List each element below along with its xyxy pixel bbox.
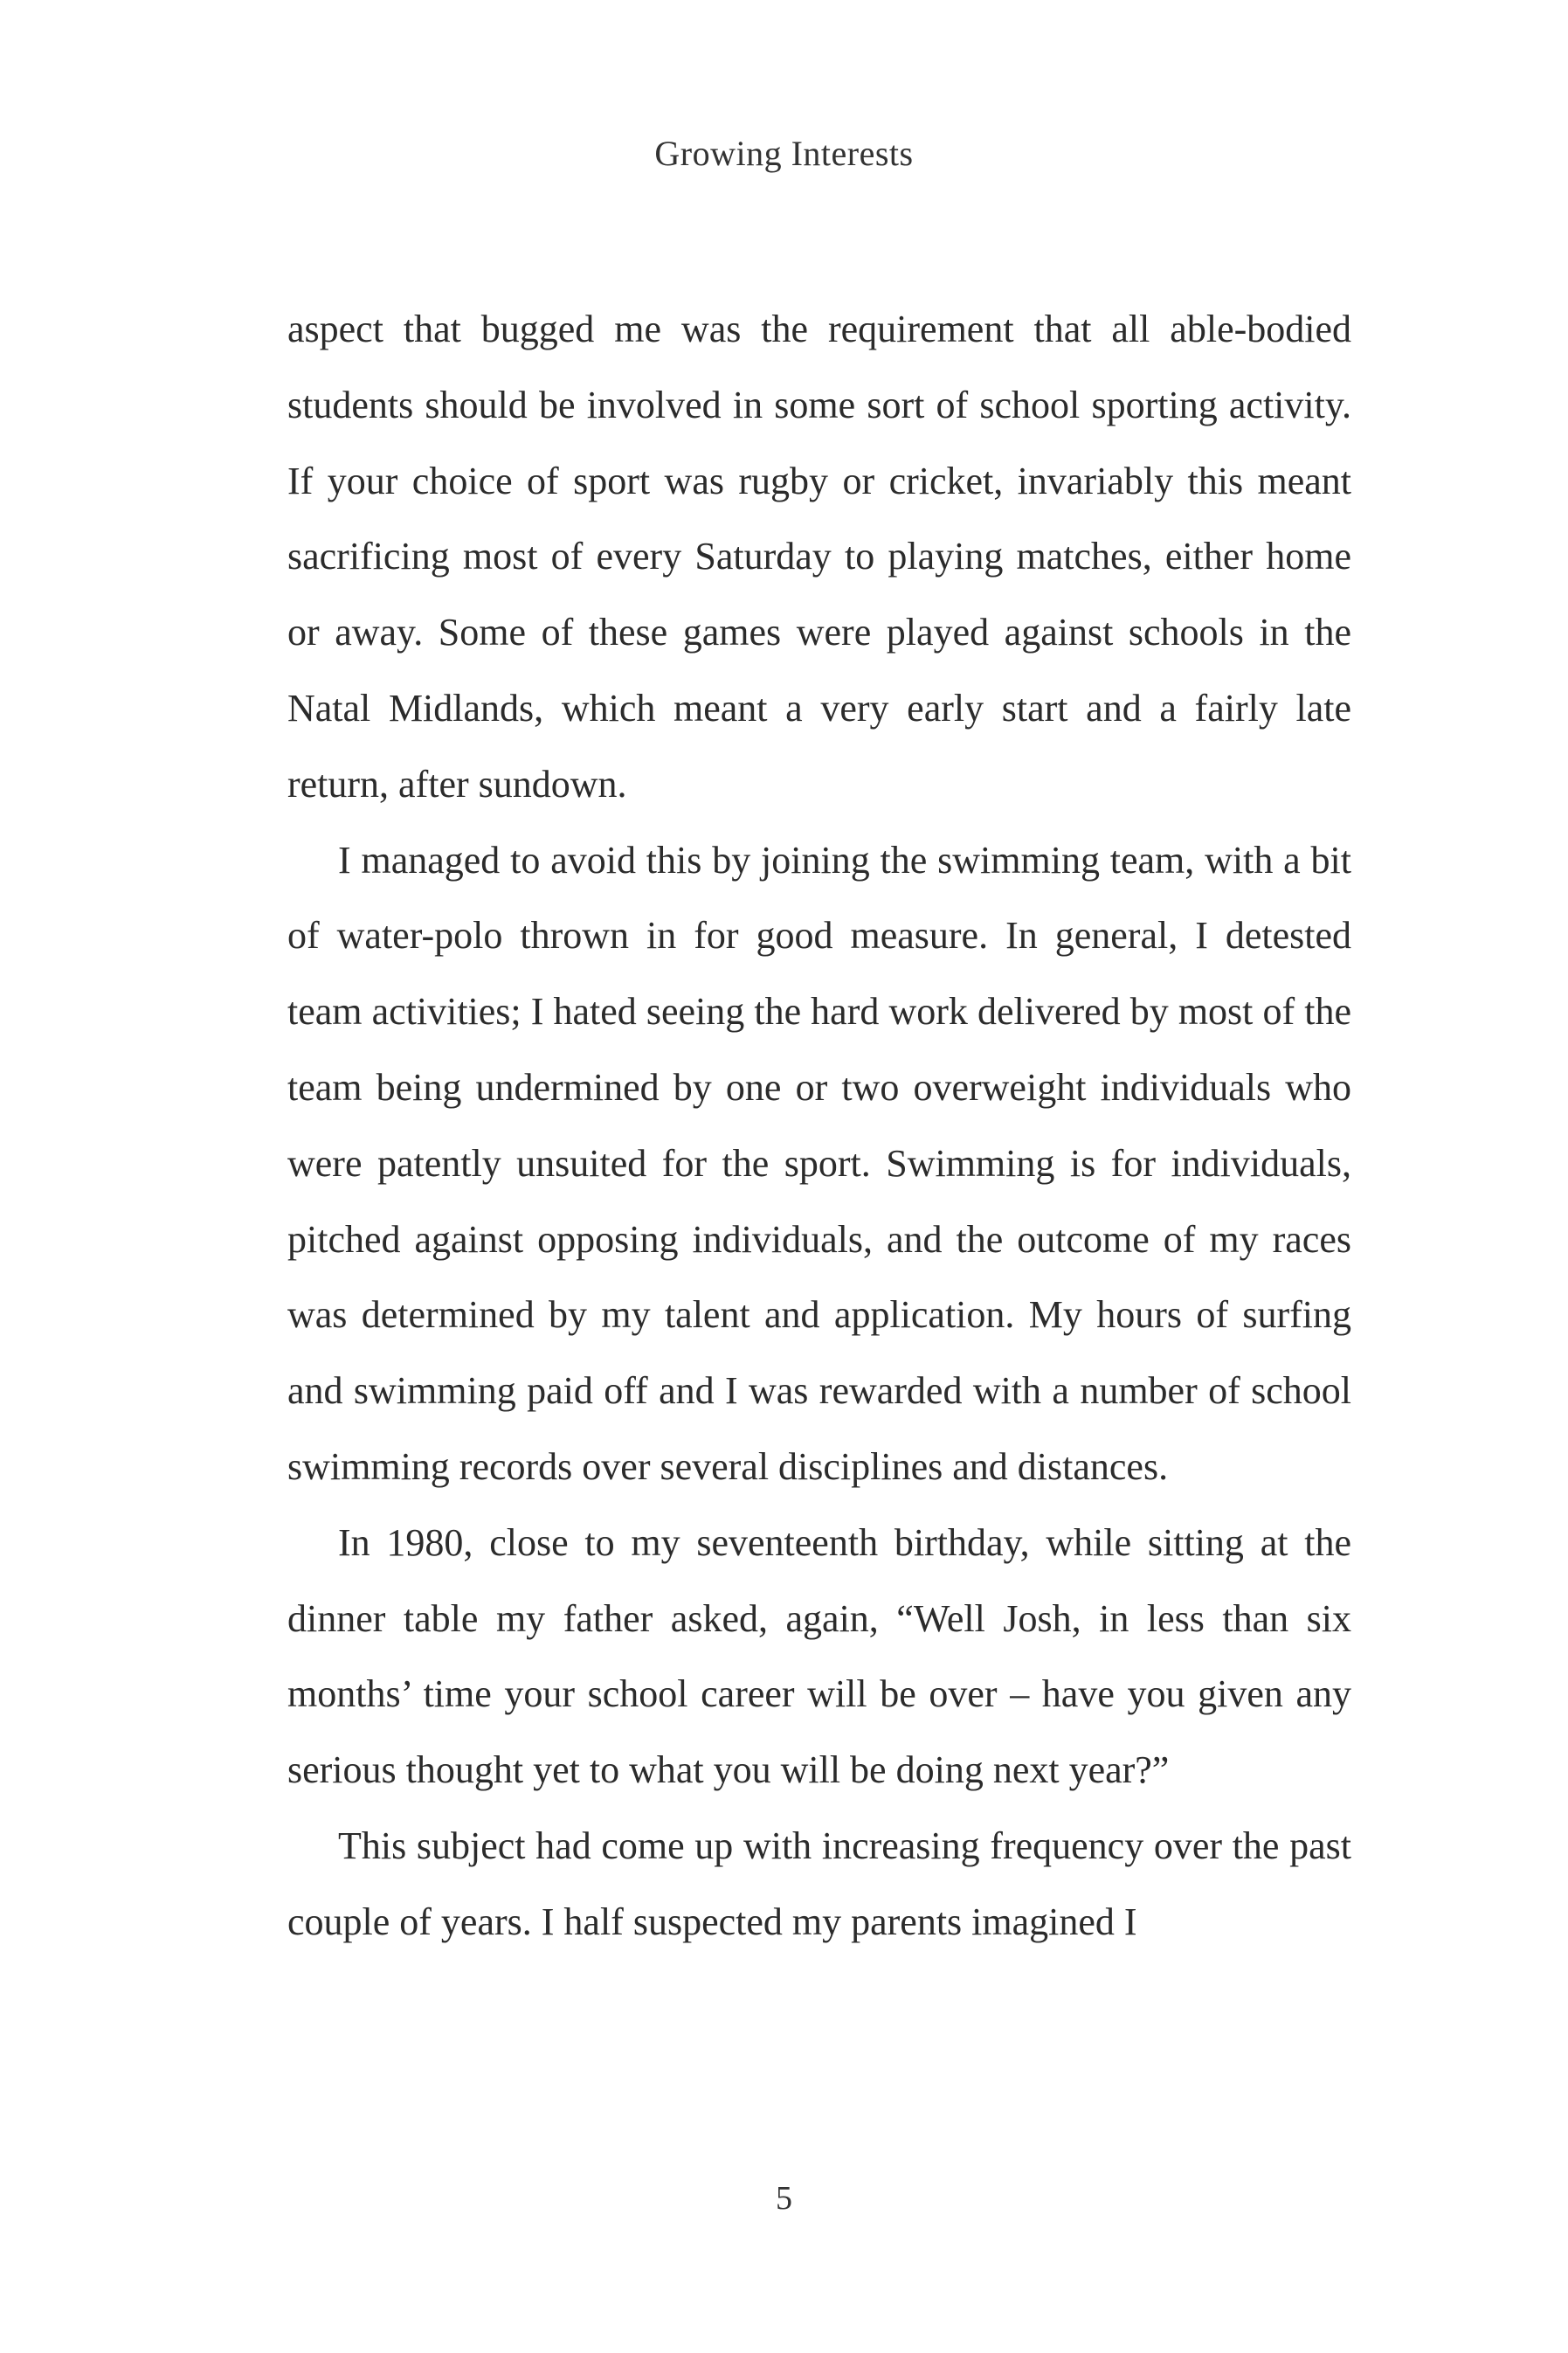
- paragraph-3: In 1980, close to my seventeenth birthday, while sitting at the dinner table my father asked, again, “Well Josh, in less than six months’ time your school career will be over – have you given any serious thought yet to what you will be doing next year?”: [287, 1520, 1351, 1792]
- paragraph-4: This subject had come up with increasing frequency over the past couple of years. I half suspected my parents imagined I: [287, 1824, 1351, 1943]
- page-number: 5: [776, 2180, 792, 2217]
- running-header-title: Growing Interests: [654, 134, 914, 173]
- paragraph-1: aspect that bugged me was the requirement that all able-bodied students should be involved in some sort of school sporting activity. If your choice of sport was rugby or cricket, invariably this meant sacrificing most of every Saturday to playing matches, either home or away. Some of these games were played against schools in the Natal Midlands, which meant a very early start and a fairly late return, after sundown.: [287, 308, 1351, 806]
- body-text: [287, 292, 1351, 1961]
- paragraph-2: I managed to avoid this by joining the swimming team, with a bit of water-polo thrown in for good measure. In general, I detested team activities; I hated seeing the hard work delivered by most of the team being undermined by one or two overweight individuals who were patently unsuited for the sport. Swimming is for individuals, pitched against opposing individuals, and the outcome of my races was determined by my talent and application. My hours of surfing and swimming paid off and I was rewarded with a number of school swimming records over several disciplines and distances.: [287, 838, 1351, 1488]
